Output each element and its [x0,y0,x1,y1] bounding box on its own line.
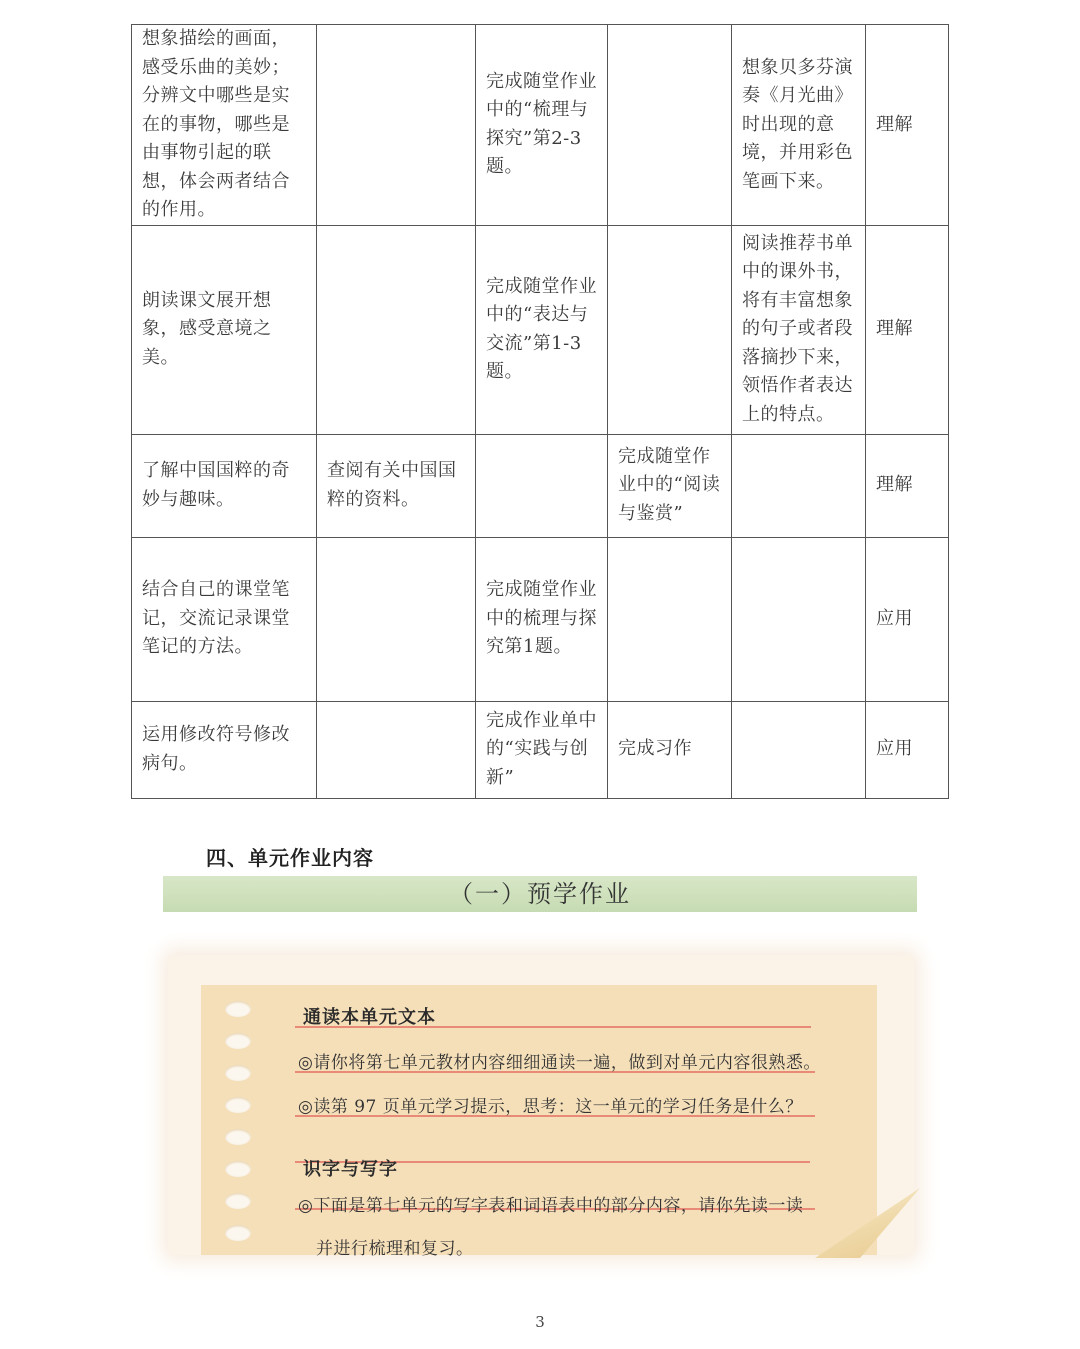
class-work-cell: 完成随堂作业中的梳理与探究第1题。 [476,537,608,701]
section-heading: 四、单元作业内容 [206,846,374,870]
level-cell: 理解 [866,25,949,226]
level-cell: 应用 [866,701,949,798]
homework-design-table [131,24,949,799]
after-class-cell [608,225,732,434]
table-row [132,25,949,226]
pre-study-cell: 查阅有关中国国粹的资料。 [317,434,476,537]
extension-cell [732,701,866,798]
goal-cell: 了解中国国粹的奇妙与趣味。 [132,434,317,537]
level-cell: 应用 [866,537,949,701]
card-title-read-through: 通读本单元文本 [303,1007,436,1028]
binder-hole-icon [225,1193,251,1209]
goal-cell: 朗读课文展开想象，感受意境之美。 [132,225,317,434]
card-title-literacy: 识字与写字 [303,1159,398,1180]
after-class-cell [608,25,732,226]
pre-study-cell [317,25,476,226]
extension-cell: 阅读推荐书单中的课外书，将有丰富想象的句子或者段落摘抄下来，领悟作者表达上的特点。 [732,225,866,434]
after-class-cell: 完成习作 [608,701,732,798]
extension-cell: 想象贝多芬演奏《月光曲》时出现的意境，并用彩色笔画下来。 [732,25,866,226]
card-text-line: ◎读第 97 页单元学习提示，思考：这一单元的学习任务是什么？ [298,1097,803,1117]
table-row [132,701,949,798]
card-text-line: ◎下面是第七单元的写字表和词语表中的部分内容，请你先读一读 [298,1196,804,1216]
page-number: 3 [535,1313,545,1331]
pre-study-cell [317,537,476,701]
goal-cell: 想象描绘的画面，感受乐曲的美妙；分辨文中哪些是实在的事物，哪些是由事物引起的联想，体会两者结合的作用。 [132,25,317,226]
pre-study-cell [317,225,476,434]
extension-cell [732,537,866,701]
binder-hole-icon [225,1097,251,1113]
table-row [132,537,949,701]
binder-hole-icon [225,1161,251,1177]
binder-hole-icon [225,1065,251,1081]
subheading-banner [163,876,917,912]
class-work-cell [476,434,608,537]
level-cell: 理解 [866,434,949,537]
goal-cell: 结合自己的课堂笔记，交流记录课堂笔记的方法。 [132,537,317,701]
after-class-cell: 完成随堂作业中的“阅读与鉴赏” [608,434,732,537]
extension-cell [732,434,866,537]
class-work-cell: 完成作业单中的“实践与创新” [476,701,608,798]
goal-cell: 运用修改符号修改病句。 [132,701,317,798]
binder-hole-icon [225,1225,251,1241]
table-row [132,225,949,434]
card-text-line: ◎请你将第七单元教材内容细细通读一遍，做到对单元内容很熟悉。 [298,1053,821,1073]
class-work-cell: 完成随堂作业中的“梳理与探究”第2-3题。 [476,25,608,226]
class-work-cell: 完成随堂作业中的“表达与交流”第1-3题。 [476,225,608,434]
pre-study-cell [317,701,476,798]
binder-hole-icon [225,1001,251,1017]
binder-hole-icon [225,1129,251,1145]
table-row [132,434,949,537]
after-class-cell [608,537,732,701]
binder-hole-icon [225,1033,251,1049]
subheading-title: （一）预学作业 [449,880,631,908]
card-text-line: 并进行梳理和复习。 [316,1239,474,1259]
level-cell: 理解 [866,225,949,434]
